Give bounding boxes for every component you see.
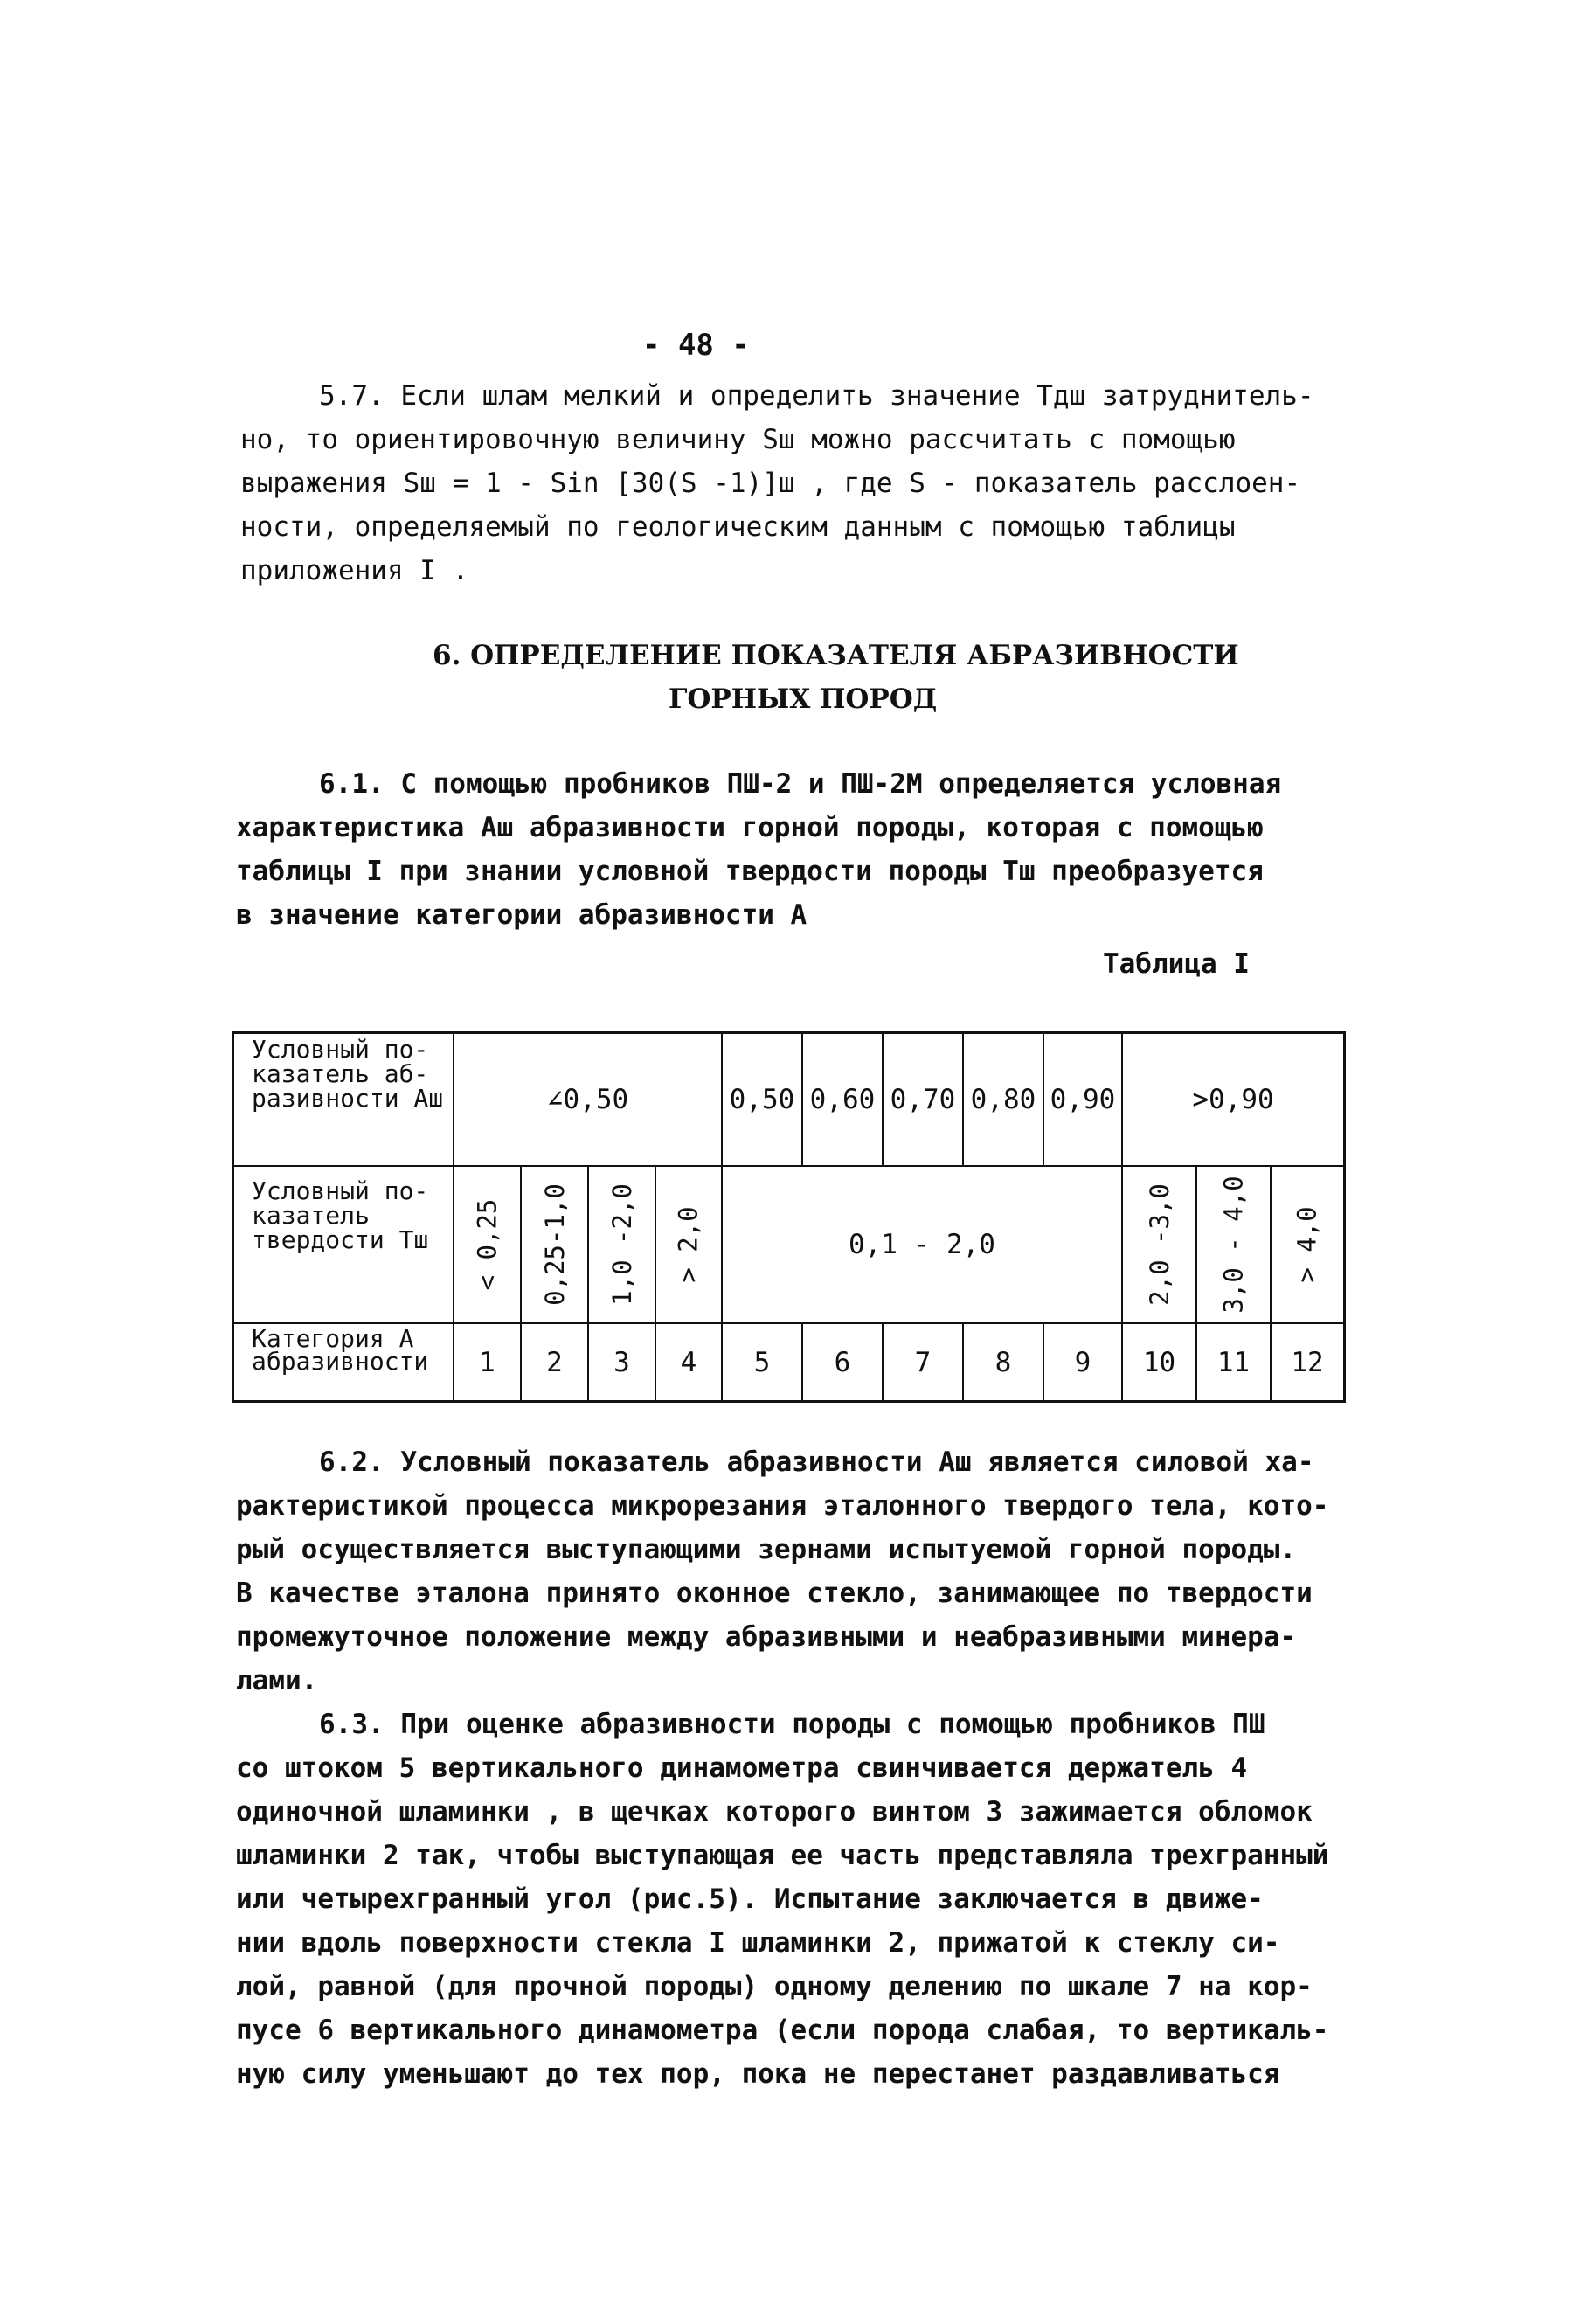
row3-cell: 6: [801, 1322, 882, 1400]
row2-header: Условный по- казатель твердости Тш: [234, 1165, 453, 1322]
row3-cell: 12: [1270, 1322, 1343, 1400]
text-line: таблицы I при знании условной твердости породы Тш преобразуется: [236, 856, 1264, 887]
row1-cell: 0,50: [721, 1034, 801, 1165]
text-line: одиночной шламинки , в щечках которого винтом 3 зажимается обломок: [236, 1796, 1313, 1828]
page-number: - 48 -: [642, 328, 750, 363]
text-line: промежуточное положение между абразивными и неабразивными минера-: [236, 1621, 1297, 1653]
row1-cell: 0,70: [882, 1034, 962, 1165]
row3-cell: 9: [1043, 1322, 1121, 1400]
rotated-label: < 0,25: [472, 1198, 502, 1291]
rotated-label: > 4,0: [1292, 1206, 1322, 1283]
row3-cell: 11: [1195, 1322, 1270, 1400]
row3-cell: 4: [655, 1322, 721, 1400]
row2-cell: [587, 1165, 655, 1322]
row2-cell: [1121, 1165, 1195, 1322]
text-line: рактеристикой процесса микрорезания эталонного твердого тела, кото-: [236, 1490, 1329, 1522]
text-line: рый осуществляется выступающими зернами испытуемой горной породы.: [236, 1534, 1297, 1565]
table-caption: Таблица I: [1103, 948, 1250, 980]
text-line: лами.: [236, 1665, 318, 1696]
rotated-label: 2,0 -3,0: [1144, 1183, 1175, 1306]
text-line: 6.2. Условный показатель абразивности Аш является силовой ха-: [319, 1446, 1314, 1478]
text-line: 6.1. С помощью пробников ПШ-2 и ПШ-2М определяется условная: [319, 768, 1282, 800]
row3-cell: 8: [962, 1322, 1043, 1400]
text-line: или четырехгранный угол (рис.5). Испытание заключается в движе-: [236, 1883, 1264, 1915]
row1-cell: 0,90: [1043, 1034, 1121, 1165]
text-line: ную силу уменьшают до тех пор, пока не перестанет раздавливаться: [236, 2058, 1280, 2090]
row3-cell: 5: [721, 1322, 801, 1400]
abrasiveness-table: [232, 1031, 1346, 1403]
row2-cell: [655, 1165, 721, 1322]
row2-cell: 0,1 - 2,0: [721, 1165, 1121, 1322]
rotated-label: 1,0 -2,0: [606, 1183, 637, 1306]
text-line: в значение категории абразивности А: [236, 899, 807, 931]
row1-header: Условный по- казатель аб- разивности Аш: [252, 1035, 444, 1113]
row1-cell: ∠0,50: [453, 1034, 721, 1165]
row3-cell: 2: [520, 1322, 587, 1400]
text-line: нии вдоль поверхности стекла I шламинки 2, прижатой к стеклу си-: [236, 1927, 1280, 1959]
row3-cell: 1: [453, 1322, 520, 1400]
row1-cell: 0,60: [801, 1034, 882, 1165]
row2-cell: [520, 1165, 587, 1322]
row2-cell: [453, 1165, 520, 1322]
text-line: шламинки 2 так, чтобы выступающая ее часть представляла трехгранный: [236, 1840, 1329, 1871]
rotated-label: 0,25-1,0: [539, 1183, 570, 1306]
rotated-label: 3,0 - 4,0: [1218, 1176, 1249, 1314]
row3-cell: 7: [882, 1322, 962, 1400]
section-heading: 6. ОПРЕДЕЛЕНИЕ ПОКАЗАТЕЛЯ АБРАЗИВНОСТИ: [433, 640, 1239, 671]
row3-cell: 10: [1121, 1322, 1195, 1400]
text-line: приложения I .: [240, 555, 469, 586]
text-line: ности, определяемый по геологическим данным с помощью таблицы: [240, 511, 1236, 543]
row3-cell: 3: [587, 1322, 655, 1400]
rotated-label: > 2,0: [674, 1206, 703, 1283]
text-line: лой, равной (для прочной породы) одному делению по шкале 7 на кор-: [236, 1971, 1313, 2002]
row3-header: Категория А абразивности: [234, 1322, 453, 1400]
text-line: 6.3. При оценке абразивности породы с помощью пробников ПШ: [319, 1709, 1265, 1740]
text-line: но, то ориентировочную величину Sш можно рассчитать с помощью: [240, 424, 1236, 455]
text-line: выражения Sш = 1 - Sin [30(S -1)]ш , где S - показатель расслоен-: [240, 468, 1301, 499]
text-line: со штоком 5 вертикального динамометра свинчивается держатель 4: [236, 1752, 1248, 1784]
row2-cell: [1270, 1165, 1343, 1322]
row2-cell: [1195, 1165, 1270, 1322]
text-line: В качестве эталона принято оконное стекло, занимающее по твердости: [236, 1578, 1313, 1609]
section-heading-continued: ГОРНЫХ ПОРОД: [669, 683, 938, 715]
text-line: 5.7. Если шлам мелкий и определить значение Тдш затруднитель-: [319, 380, 1314, 412]
text-line: характеристика Аш абразивности горной породы, которая с помощью: [236, 812, 1264, 843]
row1-cell: 0,80: [962, 1034, 1043, 1165]
row1-cell: >0,90: [1121, 1034, 1343, 1165]
text-line: пусе 6 вертикального динамометра (если порода слабая, то вертикаль-: [236, 2015, 1329, 2046]
